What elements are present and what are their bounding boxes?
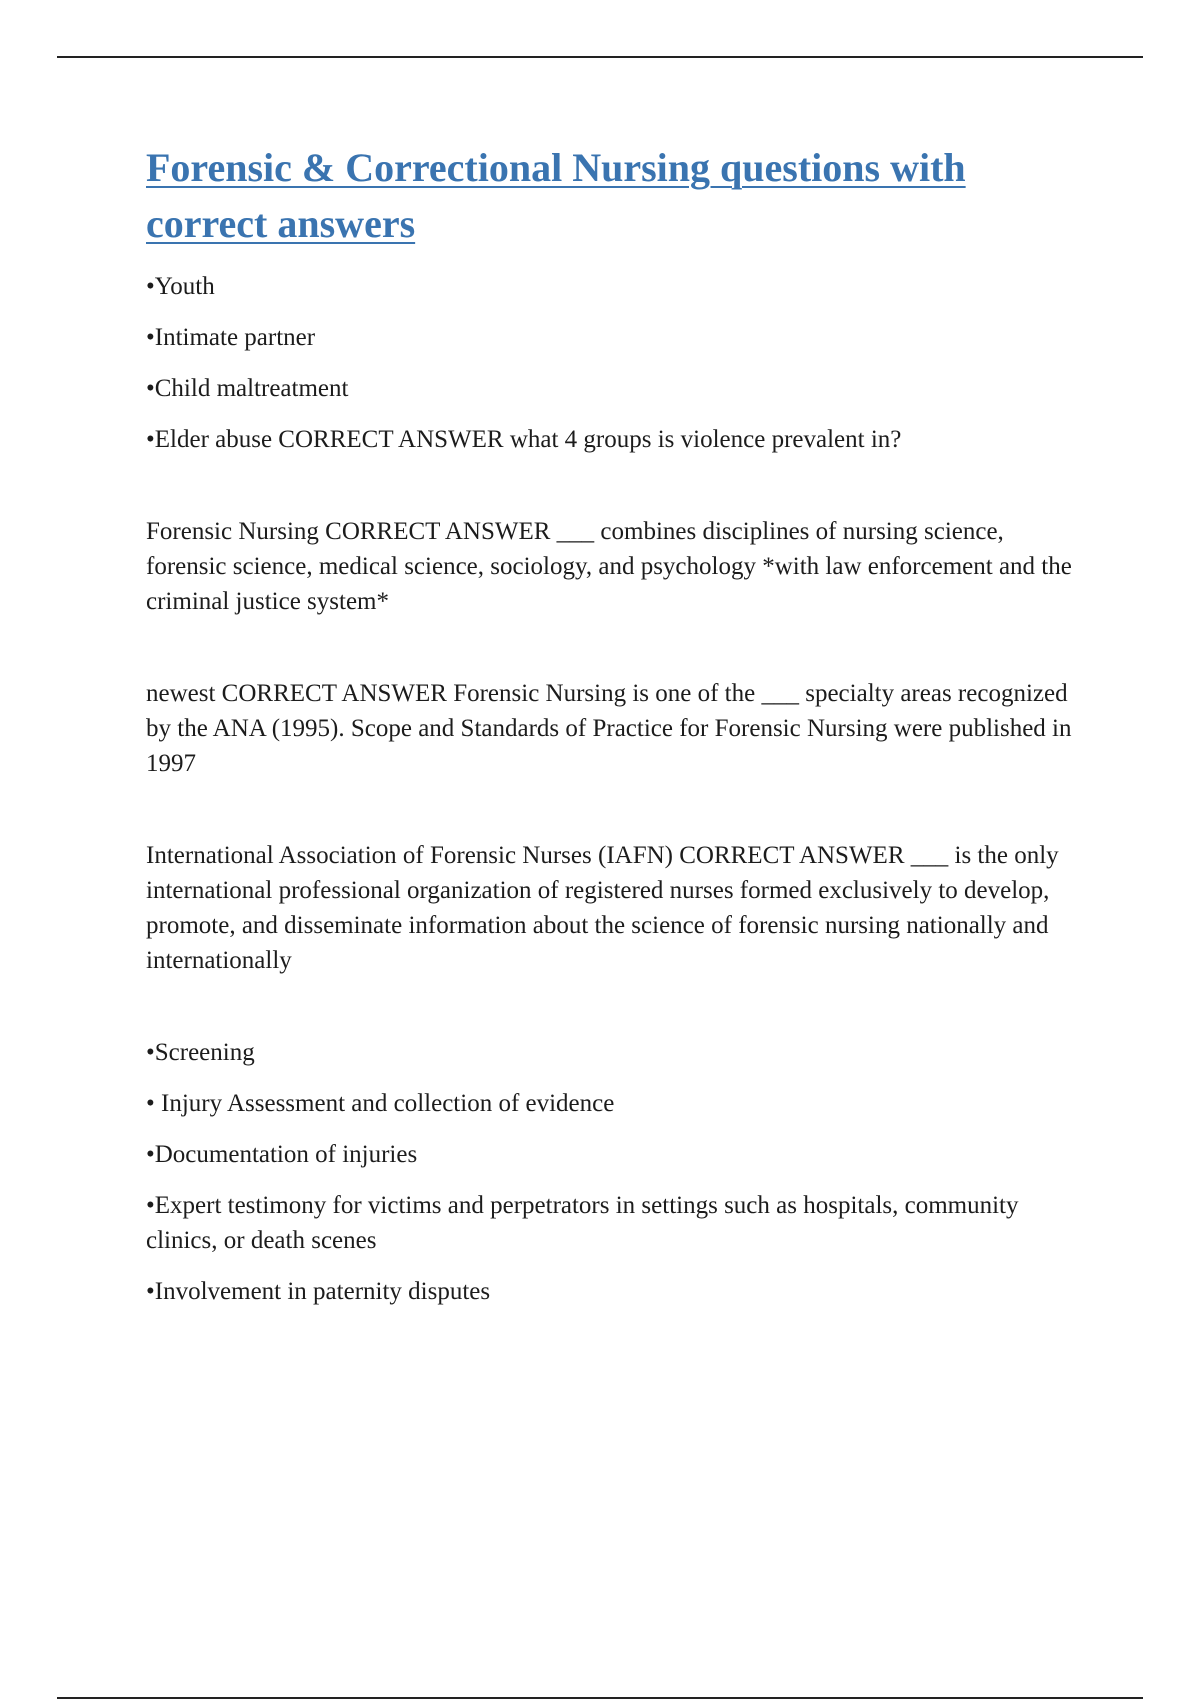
list-item: •Elder abuse CORRECT ANSWER what 4 groups is violence prevalent in? [146,426,902,453]
list-item: •Youth [146,273,215,300]
forensic-roles-list [146,1035,1086,1309]
qa-paragraph-iafn: International Association of Forensic Nurses (IAFN) CORRECT ANSWER ___ is the only international professional organization of registered nurses formed exclusively to develop, promote, and disseminate information about the science of forensic nursing nationally and internationally [146,842,1059,974]
document-body [146,269,1086,1325]
qa-paragraph-forensic-nursing: Forensic Nursing CORRECT ANSWER ___ combines disciplines of nursing science, forensic science, medical science, sociology, and psychology *with law enforcement and the criminal justice system* [146,518,1072,615]
list-item: •Documentation of injuries [146,1141,418,1168]
list-item: •Child maltreatment [146,375,349,402]
list-item: •Screening [146,1039,255,1066]
qa-paragraph-newest: newest CORRECT ANSWER Forensic Nursing is one of the ___ specialty areas recognized by the ANA (1995). Scope and Standards of Practice for Forensic Nursing were published in 1997 [146,680,1072,777]
list-item: •Involvement in paternity disputes [146,1278,491,1305]
list-item: •Intimate partner [146,324,316,351]
list-item: • Injury Assessment and collection of evidence [146,1090,615,1117]
header-rule [57,56,1143,58]
list-item: •Expert testimony for victims and perpetrators in settings such as hospitals, community clinics, or death scenes [146,1192,1019,1254]
document-title: Forensic & Correctional Nursing questions with correct answers [146,145,966,246]
violence-groups-list [146,269,1086,457]
footer-rule [57,1697,1143,1699]
